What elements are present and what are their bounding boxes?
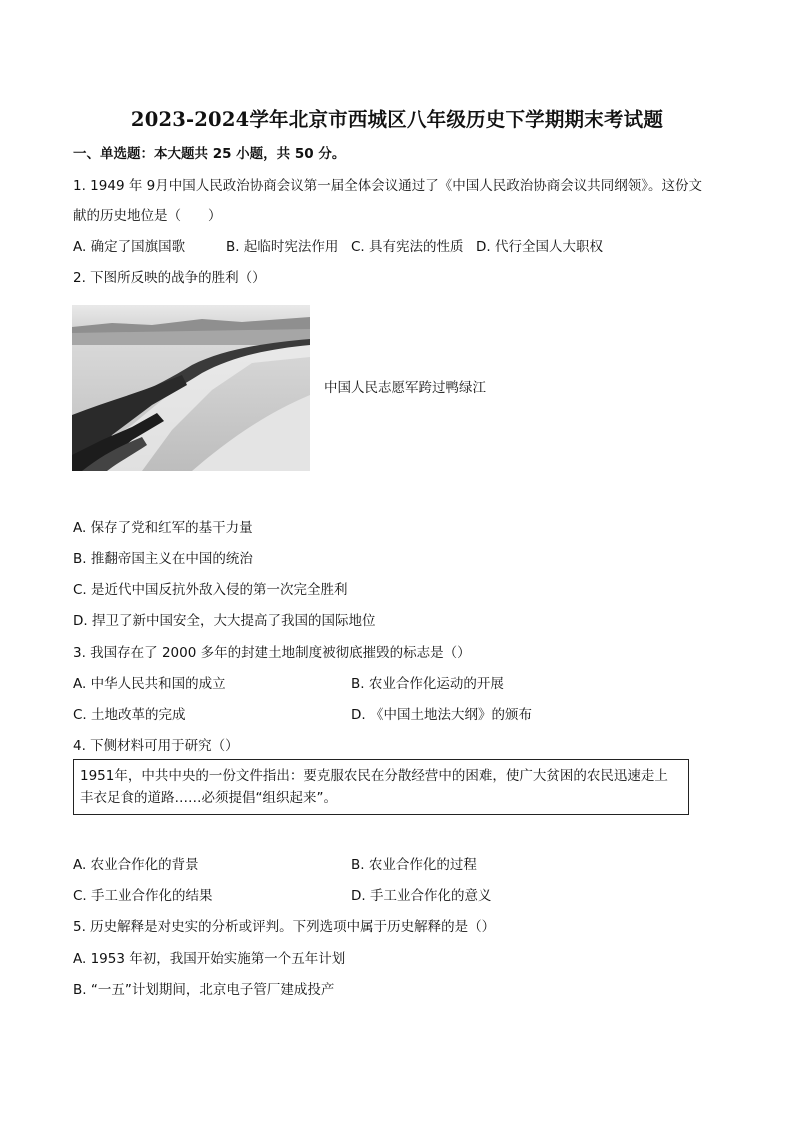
q4-material-line2: 丰衣足食的道路……必须提倡“组织起来”。	[80, 790, 337, 806]
q1-option-c: C. 具有宪法的性质	[351, 239, 464, 255]
q2-stem: 2. 下图所反映的战争的胜利（）	[73, 270, 266, 286]
section-heading: 一、单选题：本大题共 25 小题，共 50 分。	[73, 146, 346, 162]
yalu-river-crossing-image	[72, 305, 310, 471]
q5-option-b: B. “一五”计划期间，北京电子管厂建成投产	[73, 982, 335, 998]
q4-stem: 4. 下侧材料可用于研究（）	[73, 738, 239, 754]
q4-material-line1: 1951年，中共中央的一份文件指出：要克服农民在分散经营中的困难，使广大贫困的农民迅速走上	[80, 768, 668, 784]
q1-option-b: B. 起临时宪法作用	[226, 239, 339, 255]
q4-option-a: A. 农业合作化的背景	[73, 857, 199, 873]
q3-option-c: C. 土地改革的完成	[73, 707, 186, 723]
q4-material-box	[73, 759, 689, 815]
q2-option-b: B. 推翻帝国主义在中国的统治	[73, 551, 253, 567]
q1-option-d: D. 代行全国人大职权	[476, 239, 603, 255]
q4-option-d: D. 手工业合作化的意义	[351, 888, 492, 904]
page-title: 2023-2024学年北京市西城区八年级历史下学期期末考试题	[130, 108, 664, 131]
q4-option-b: B. 农业合作化的过程	[351, 857, 477, 873]
q2-option-d: D. 捍卫了新中国安全，大大提高了我国的国际地位	[73, 613, 376, 629]
volunteer-army-photo	[72, 305, 310, 471]
q5-option-a: A. 1953 年初，我国开始实施第一个五年计划	[73, 951, 346, 967]
q1-option-a: A. 确定了国旗国歌	[73, 239, 186, 255]
q1-stem-line1: 1. 1949 年 9月中国人民政治协商会议第一届全体会议通过了《中国人民政治协商会议共同纲领》。这份文	[73, 178, 702, 194]
q4-option-c: C. 手工业合作化的结果	[73, 888, 213, 904]
q2-option-a: A. 保存了党和红军的基干力量	[73, 520, 253, 536]
q2-option-c: C. 是近代中国反抗外敌入侵的第一次完全胜利	[73, 582, 348, 598]
q1-stem-line2: 献的历史地位是（ ）	[73, 208, 222, 224]
q3-option-b: B. 农业合作化运动的开展	[351, 676, 504, 692]
q5-stem: 5. 历史解释是对史实的分析或评判。下列选项中属于历史解释的是（）	[73, 919, 496, 935]
q3-stem: 3. 我国存在了 2000 多年的封建土地制度被彻底摧毁的标志是（）	[73, 645, 471, 661]
q3-option-a: A. 中华人民共和国的成立	[73, 676, 226, 692]
q3-option-d: D. 《中国土地法大纲》的颁布	[351, 707, 532, 723]
photo-caption: 中国人民志愿军跨过鸭绿江	[324, 380, 486, 396]
